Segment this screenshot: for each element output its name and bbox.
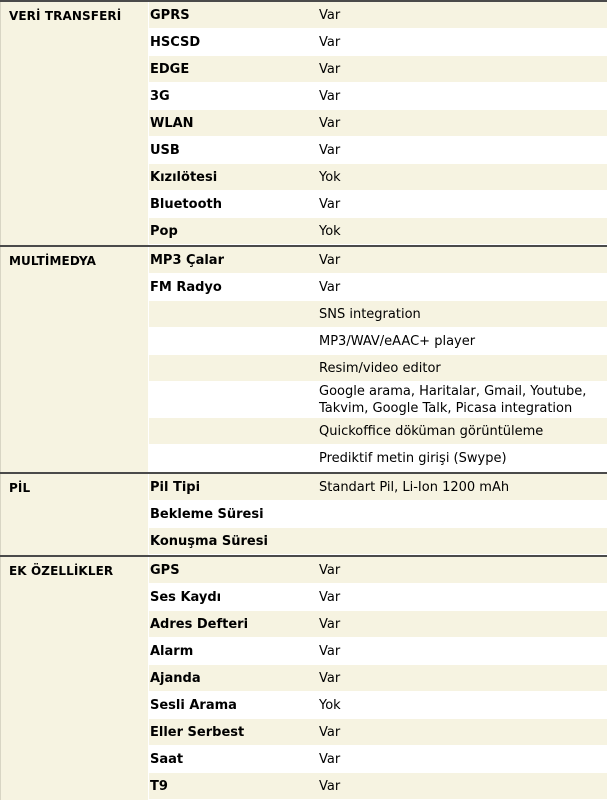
feature-name: Konuşma Süresi (150, 533, 268, 549)
category-label: PİL (9, 481, 31, 495)
feature-name: WLAN (150, 115, 194, 131)
section-pil (0, 472, 607, 555)
feature-name: T9 (150, 778, 168, 794)
table-row (149, 328, 607, 355)
table-row (149, 719, 607, 746)
table-row (149, 247, 607, 274)
feature-value: Var (319, 7, 341, 23)
feature-name: MP3 Çalar (150, 252, 224, 268)
feature-name: HSCSD (150, 34, 201, 50)
table-row (149, 355, 607, 382)
table-row (149, 137, 607, 164)
feature-name: Ses Kaydı (150, 589, 222, 605)
feature-name: 3G (150, 88, 170, 104)
feature-name: Alarm (150, 643, 194, 659)
category-label: MULTİMEDYA (9, 254, 97, 268)
table-row (149, 418, 607, 445)
table-row (149, 29, 607, 56)
table-row (149, 218, 607, 245)
table-row (149, 638, 607, 665)
feature-value: Var (319, 142, 341, 158)
table-row (149, 773, 607, 800)
feature-name: Sesli Arama (150, 697, 237, 713)
feature-name: USB (150, 142, 180, 158)
section-rows (149, 557, 607, 800)
category-cell (0, 2, 149, 245)
feature-value: Var (319, 115, 341, 131)
feature-name: Bekleme Süresi (150, 506, 264, 522)
table-row (149, 611, 607, 638)
feature-value: Var (319, 279, 341, 295)
feature-value: Yok (319, 223, 341, 239)
feature-name: GPS (150, 562, 180, 578)
feature-value: Var (319, 196, 341, 212)
table-row (149, 110, 607, 137)
table-row (149, 474, 607, 501)
feature-value: Var (319, 562, 341, 578)
feature-name: FM Radyo (150, 279, 222, 295)
feature-name: Bluetooth (150, 196, 222, 212)
feature-value: Var (319, 670, 341, 686)
feature-value: Var (319, 751, 341, 767)
category-label: EK ÖZELLİKLER (9, 564, 114, 578)
feature-value: Yok (319, 169, 341, 185)
feature-value: Standart Pil, Li-Ion 1200 mAh (319, 479, 510, 495)
feature-value: Var (319, 34, 341, 50)
feature-name: GPRS (150, 7, 190, 23)
feature-value: Var (319, 61, 341, 77)
feature-value: Yok (319, 697, 341, 713)
feature-value: Google arama, Haritalar, Gmail, Youtube, Takvim, Google Talk, Picasa integration (319, 383, 587, 416)
table-row (149, 191, 607, 218)
table-row (149, 56, 607, 83)
table-row (149, 274, 607, 301)
feature-name: EDGE (150, 61, 190, 77)
feature-name: Ajanda (150, 670, 201, 686)
feature-name: Adres Defteri (150, 616, 249, 632)
table-row (149, 557, 607, 584)
feature-name: Pil Tipi (150, 479, 201, 495)
table-row (149, 83, 607, 110)
feature-value: Resim/video editor (319, 360, 441, 376)
category-cell (0, 247, 149, 472)
feature-value: Var (319, 643, 341, 659)
feature-value: Var (319, 616, 341, 632)
section-rows (149, 474, 607, 555)
table-row (149, 301, 607, 328)
table-row (149, 501, 607, 528)
table-row (149, 528, 607, 555)
section-multimedya (0, 245, 607, 472)
feature-name: Pop (150, 223, 178, 239)
feature-name: Kızılötesi (150, 169, 218, 185)
category-cell (0, 474, 149, 555)
table-row (149, 2, 607, 29)
table-row (149, 382, 607, 418)
feature-value: Var (319, 778, 341, 794)
feature-name: Eller Serbest (150, 724, 245, 740)
table-row (149, 445, 607, 472)
feature-value: Prediktif metin girişi (Swype) (319, 450, 507, 466)
category-cell (0, 557, 149, 800)
feature-name: Saat (150, 751, 184, 767)
feature-value: Quickoffice döküman görüntüleme (319, 423, 544, 439)
feature-value: Var (319, 252, 341, 268)
feature-value: Var (319, 88, 341, 104)
section-rows (149, 247, 607, 472)
category-label: VERİ TRANSFERİ (9, 9, 122, 23)
table-row (149, 164, 607, 191)
section-veri-transferi (0, 0, 607, 245)
table-row (149, 584, 607, 611)
section-rows (149, 2, 607, 245)
feature-value: MP3/WAV/eAAC+ player (319, 333, 476, 349)
feature-value: Var (319, 724, 341, 740)
feature-value: Var (319, 589, 341, 605)
section-ek-ozellikler (0, 555, 607, 800)
feature-value: SNS integration (319, 306, 421, 322)
table-row (149, 692, 607, 719)
table-row (149, 665, 607, 692)
